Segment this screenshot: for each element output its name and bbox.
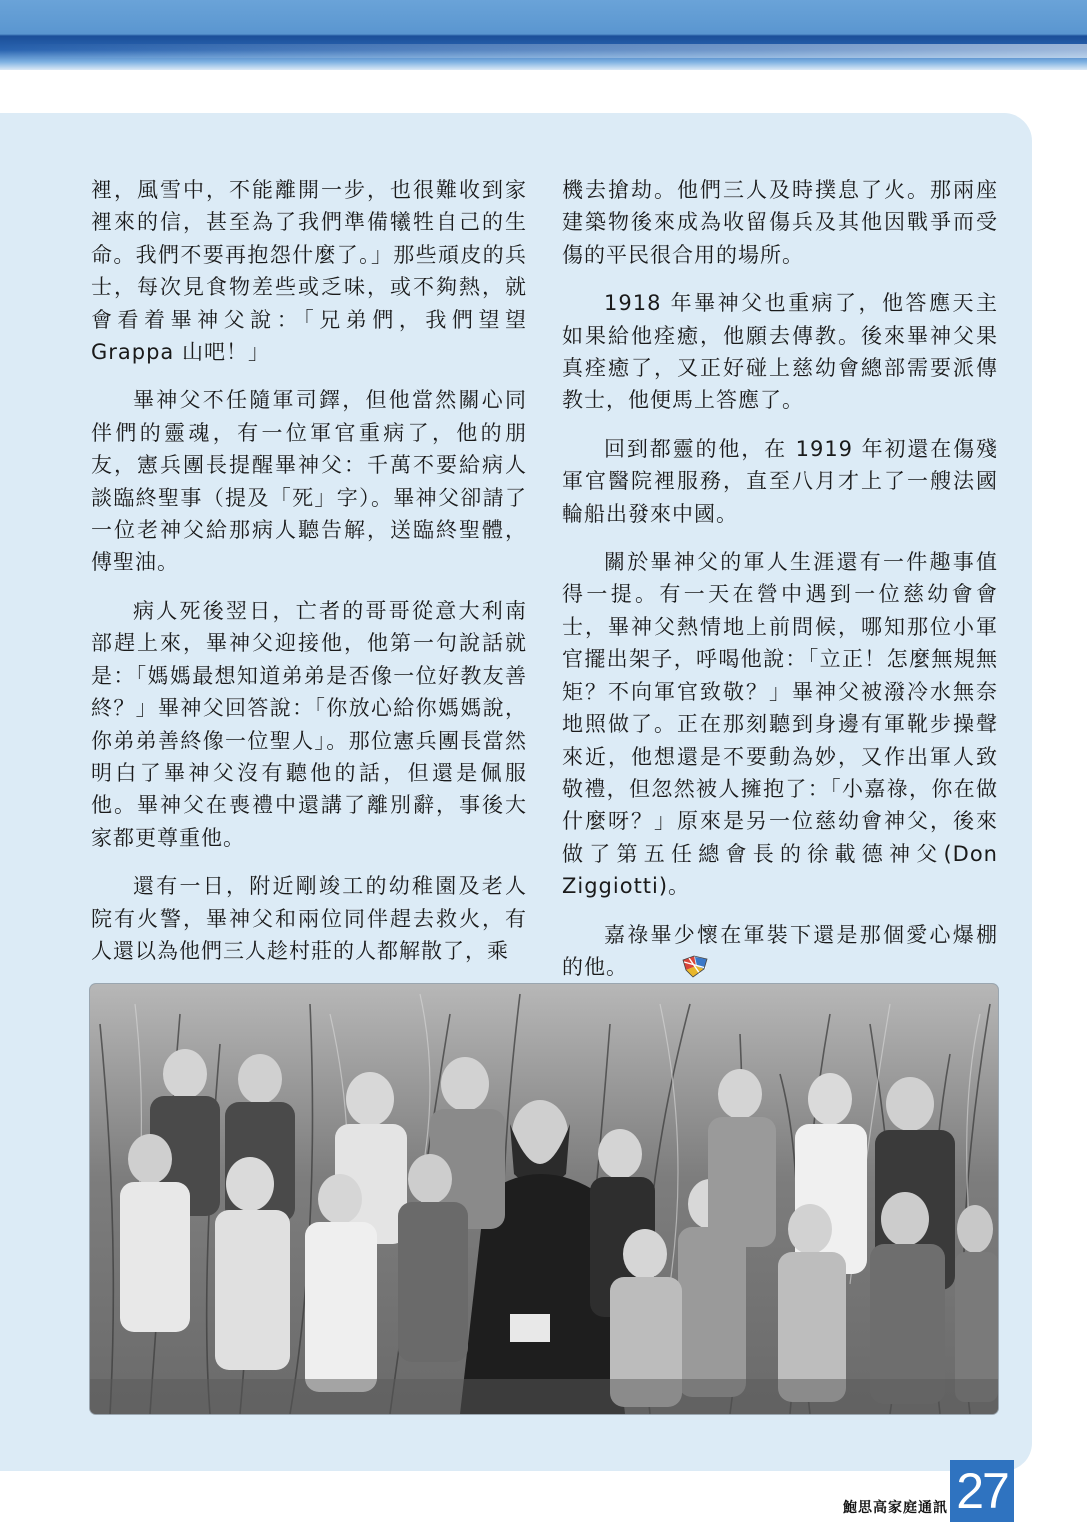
article-column-right [562, 174, 998, 999]
paragraph: 裡，風雪中，不能離開一步，也很難收到家裡來的信，甚至為了我們準備犧牲自己的生命。我們不要再抱怨什麼了。」那些頑皮的兵士，每次見食物差些或乏味，或不夠熱，就會看着畢神父說：「兄弟們，我們望望Grappa 山吧！」 [91, 178, 527, 365]
historical-photo-priest-with-children [90, 984, 998, 1414]
publication-title: 鮑思高家庭通訊 [843, 1500, 948, 1516]
header-band [0, 0, 1087, 70]
paragraph-final-text: 嘉祿畢少懷在軍裝下還是那個愛心爆棚的他。 [562, 922, 998, 979]
paragraph-final [562, 919, 998, 984]
salesian-emblem-icon [638, 954, 668, 980]
paragraph: 還有一日，附近剛竣工的幼稚園及老人院有火警，畢神父和兩位同伴趕去救火，有人還以為他們三人趁村莊的人都解散了，乘 [91, 874, 527, 963]
article-column-left [91, 174, 527, 983]
header-band-highlight [0, 44, 1087, 58]
paragraph: 畢神父不任隨軍司鐸，但他當然關心同伴們的靈魂，有一位軍官重病了，他的朋友，憲兵團長提醒畢神父：千萬不要給病人談臨終聖事（提及「死」字）。畢神父卻請了一位老神父給那病人聽告解，送臨終聖體，傅聖油。 [91, 388, 527, 575]
page-number: 27 [950, 1460, 1014, 1522]
paragraph: 1918 年畢神父也重病了，他答應天主如果給他痊癒，他願去傳教。後來畢神父果真痊癒了，又正好碰上慈幼會總部需要派傳教士，他便馬上答應了。 [562, 291, 998, 413]
paragraph: 回到都靈的他，在 1919 年初還在傷殘軍官醫院裡服務，直至八月才上了一艘法國輪船出發來中國。 [562, 436, 998, 526]
paragraph: 機去搶劫。他們三人及時撲息了火。那兩座建築物後來成為收留傷兵及其他因戰爭而受傷的平民很合用的場所。 [562, 178, 998, 267]
paragraph: 病人死後翌日，亡者的哥哥從意大利南部趕上來，畢神父迎接他，他第一句說話就是：「媽媽最想知道弟弟是否像一位好教友善終？」畢神父回答說：「你放心給你媽媽說，你弟弟善終像一位聖人」。那位憲兵團長當然明白了畢神父沒有聽他的話，但還是佩服他。畢神父在喪禮中還講了離別辭，事後大家都更尊重他。 [91, 598, 527, 850]
paragraph: 關於畢神父的軍人生涯還有一件趣事值得一提。有一天在營中遇到一位慈幼會會士，畢神父熱情地上前問候，哪知那位小軍官擺出架子，呼喝他說：「立正！怎麼無規無矩？不向軍官致敬？」畢神父被潑冷水無奈地照做了。正在那刻聽到身邊有軍靴步操聲來近，他想還是不要動為妙，又作出軍人致敬禮，但忽然被人擁抱了：「小嘉祿，你在做什麼呀？」原來是另一位慈幼會神父，後來做了第五任總會長的徐載德神父(Don Ziggiotti)。 [562, 550, 998, 899]
